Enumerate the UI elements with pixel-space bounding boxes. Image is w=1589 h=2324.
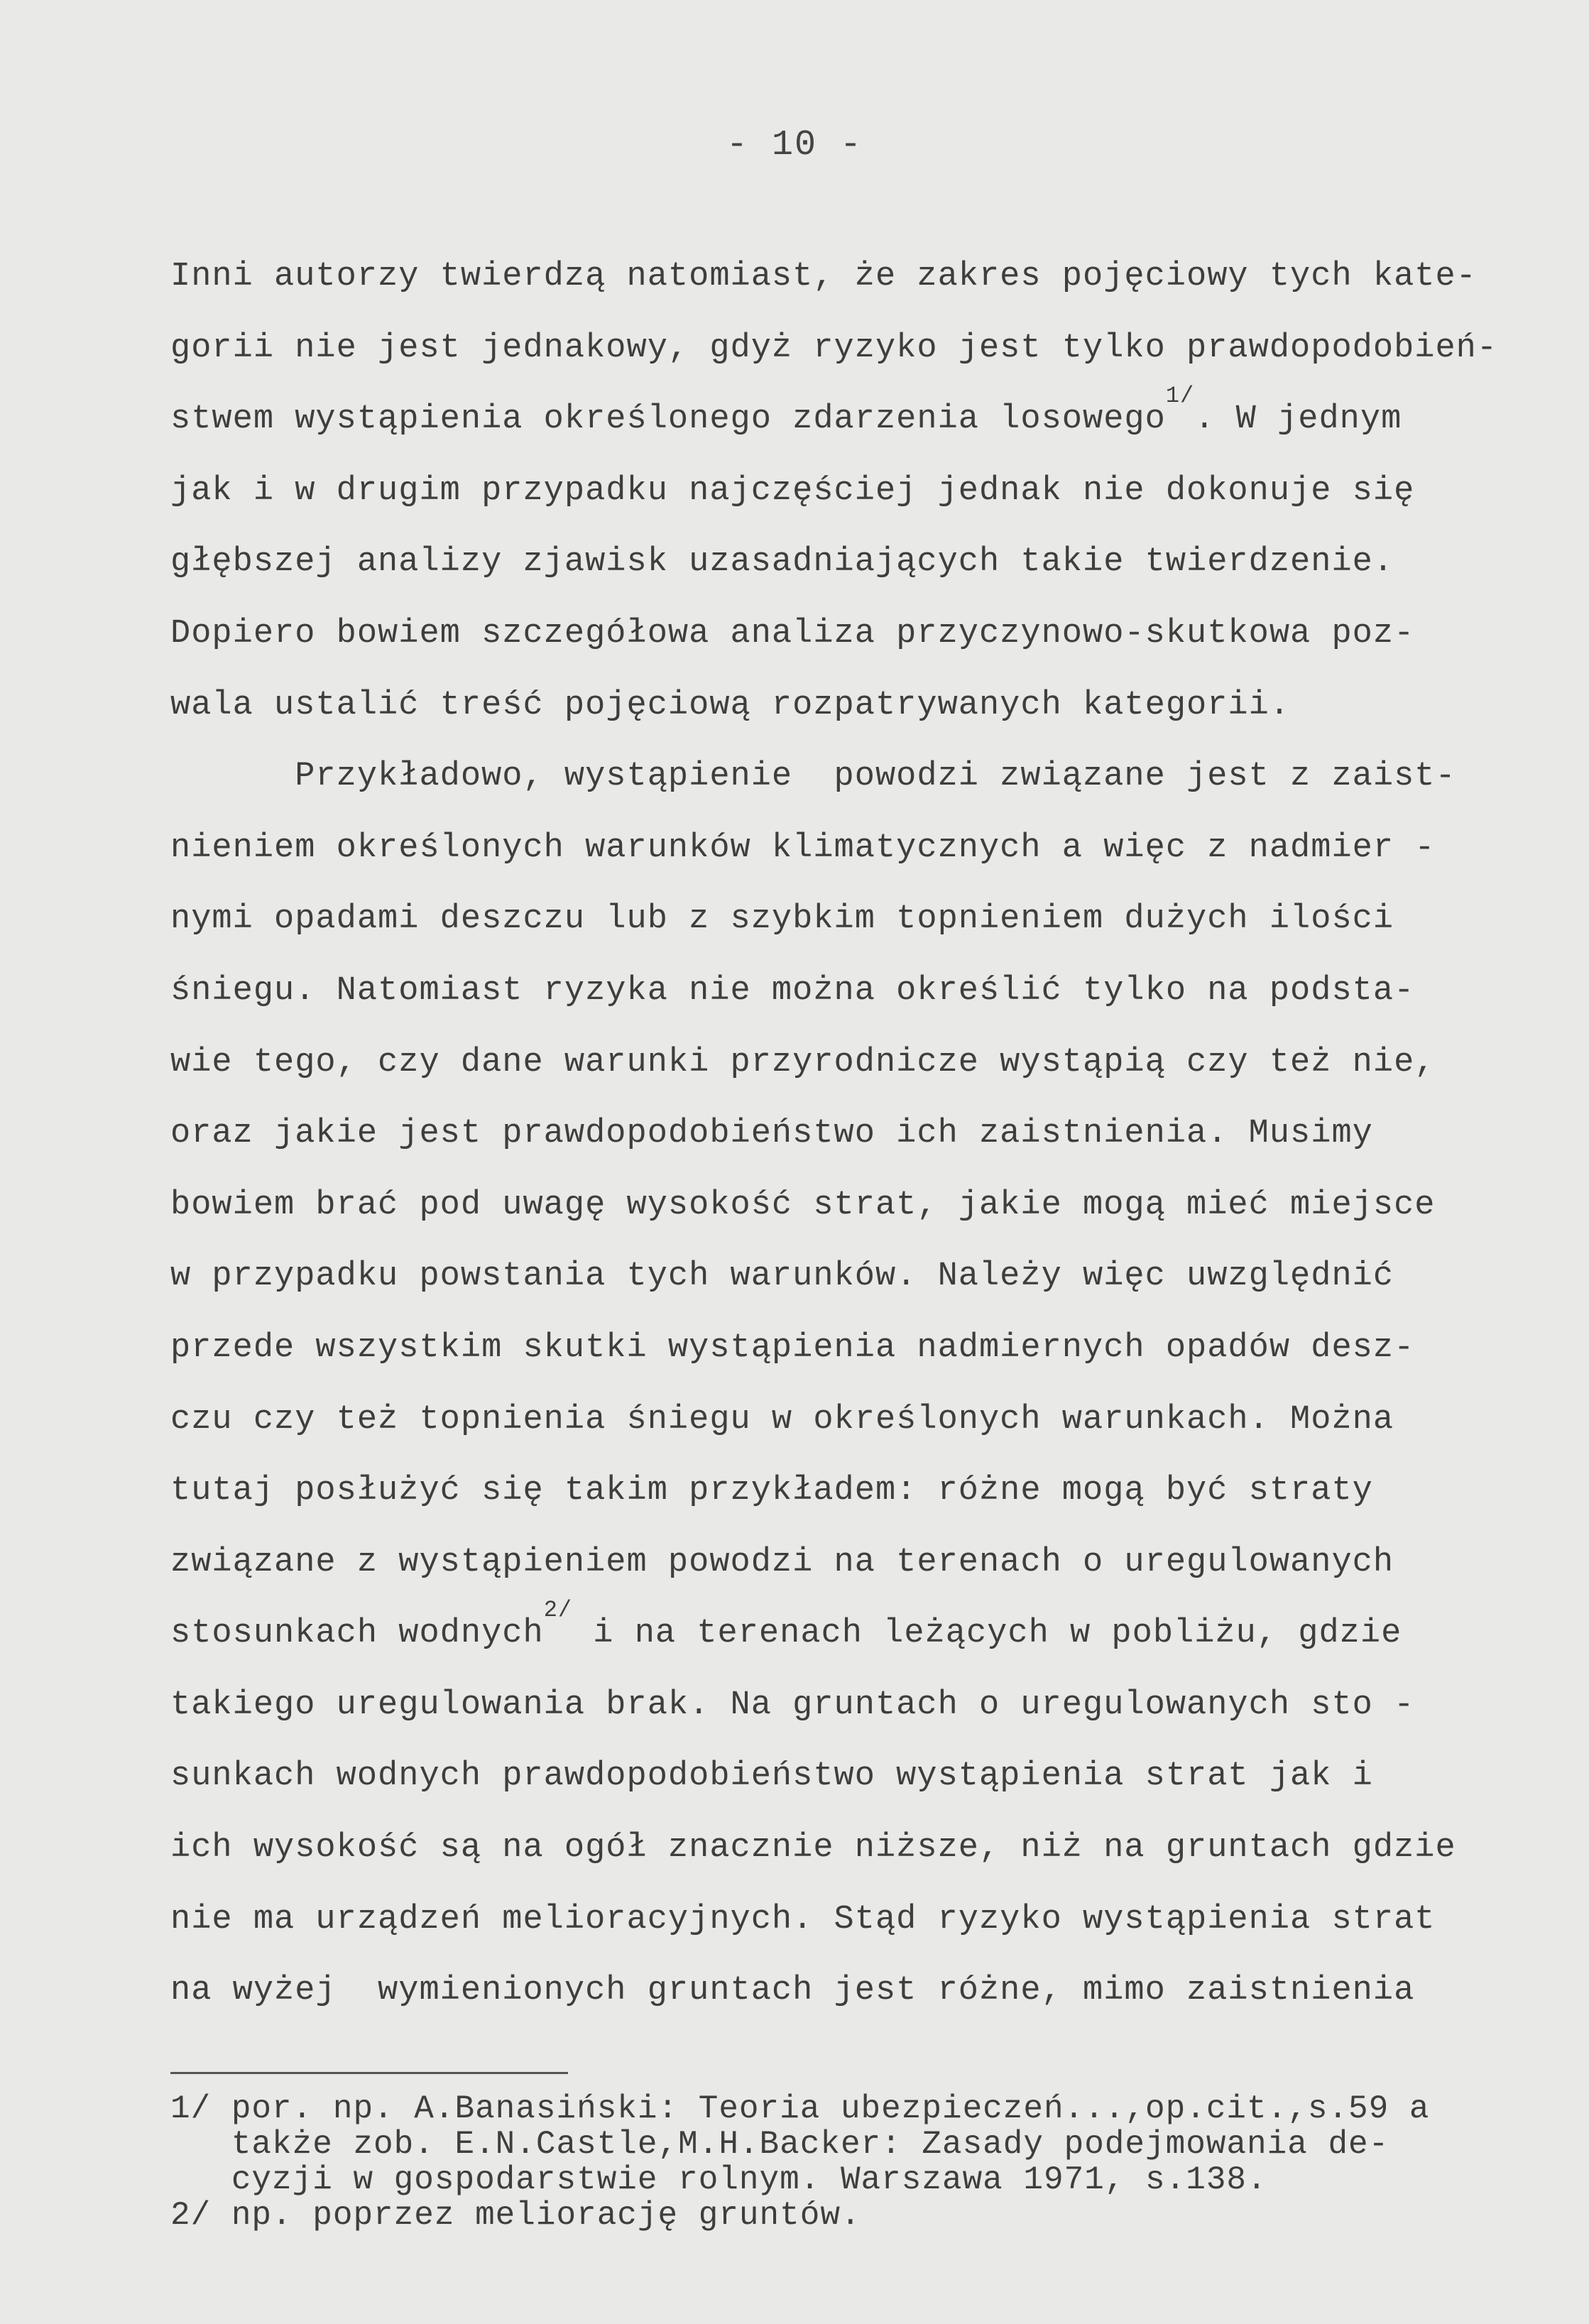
footnote-2-line: 2/ np. poprzez meliorację gruntów. (170, 2197, 861, 2234)
footnotes (170, 2091, 1534, 2233)
text-line: stwem wystąpienia określonego zdarzenia losowego$^{1/}$. W jednym (170, 382, 1402, 439)
text-line: sunkach wodnych prawdopodobieństwo wystąpienia strat jak i (170, 1757, 1373, 1796)
page-number: - 10 - (726, 125, 863, 165)
footnote-ref-2: 2/ (543, 1596, 573, 1623)
body-text (170, 241, 1519, 2027)
text-line: ich wysokość są na ogół znacznie niższe, niż na gruntach gdzie (170, 1829, 1456, 1867)
text-line: gorii nie jest jednakowy, gdyż ryzyko jest tylko prawdopodobień- (170, 329, 1498, 367)
text-line: tutaj posłużyć się takim przykładem: różne mogą być straty (170, 1472, 1373, 1510)
text-line: w przypadku powstania tych warunków. Należy więc uwzględnić (170, 1258, 1394, 1296)
text-line: stosunkach wodnych$^{2/}$ i na terenach leżących w pobliżu, gdzie (170, 1596, 1402, 1653)
text-line: czu czy też topnienia śniegu w określonych warunkach. Można (170, 1400, 1394, 1439)
text-line: śniegu. Natomiast ryzyka nie można określić tylko na podsta- (170, 971, 1415, 1010)
footnote-1-line: także zob. E.N.Castle,M.H.Backer: Zasady podejmowania de- (170, 2126, 1389, 2163)
text-line: na wyżej wymienionych gruntach jest różne, mimo zaistnienia (170, 1972, 1415, 2010)
text-line: bowiem brać pod uwagę wysokość strat, jakie mogą mieć miejsce (170, 1186, 1436, 1224)
footnote-divider (170, 2072, 568, 2074)
text-line: oraz jakie jest prawdopodobieństwo ich zaistnienia. Musimy (170, 1115, 1373, 1153)
text-line: wala ustalić treść pojęciową rozpatrywanych kategorii. (170, 686, 1291, 724)
text-line: jak i w drugim przypadku najczęściej jednak nie dokonuje się (170, 471, 1415, 510)
footnote-1-line: 1/ por. np. A.Banasiński: Teoria ubezpieczeń...,op.cit.,s.59 a (170, 2090, 1430, 2127)
text-line: wie tego, czy dane warunki przyrodnicze wystąpią czy też nie, (170, 1043, 1436, 1081)
text-line: przede wszystkim skutki wystąpienia nadmiernych opadów desz- (170, 1329, 1415, 1367)
footnote-1-line: cyzji w gospodarstwie rolnym. Warszawa 1971, s.138. (170, 2161, 1267, 2198)
text-line: nie ma urządzeń melioracyjnych. Stąd ryzyko wystąpienia strat (170, 1900, 1436, 1938)
footnote-ref-1: 1/ (1165, 382, 1195, 409)
text-line: nymi opadami deszczu lub z szybkim topnieniem dużych ilości (170, 900, 1394, 939)
text-line: Inni autorzy twierdzą natomiast, że zakres pojęciowy tych kate- (170, 258, 1477, 295)
text-line: związane z wystąpieniem powodzi na terenach o uregulowanych (170, 1543, 1394, 1581)
text-line: nieniem określonych warunków klimatycznych a więc z nadmier - (170, 829, 1436, 867)
text-line: Przykładowo, wystąpienie powodzi związane jest z zaist- (170, 758, 1456, 796)
text-line: głębszej analizy zjawisk uzasadniających takie twierdzenie. (170, 543, 1394, 582)
text-line: Dopiero bowiem szczegółowa analiza przyczynowo-skutkowa poz- (170, 614, 1415, 653)
text-line: takiego uregulowania brak. Na gruntach o uregulowanych sto - (170, 1686, 1415, 1724)
